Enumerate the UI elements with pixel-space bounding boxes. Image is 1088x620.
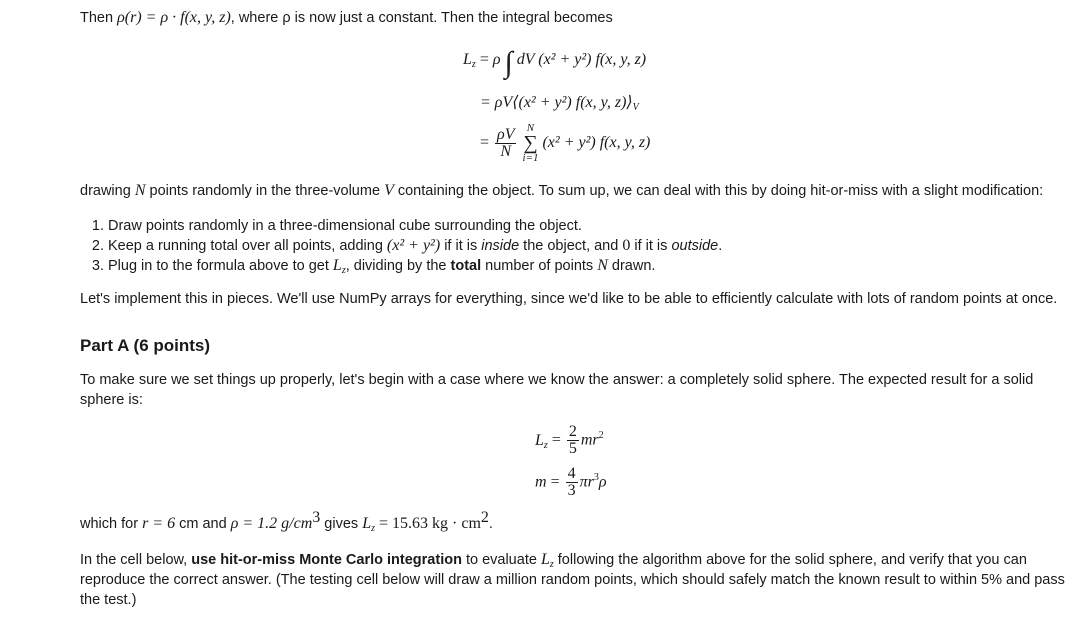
- intro-line: Then ρ(r) = ρ · f(x, y, z), where ρ is now just a constant. Then the integral becomes: [80, 9, 613, 26]
- list-item: 1. Draw points randomly in a three-dimensional cube surrounding the object.: [108, 216, 1068, 236]
- algorithm-steps: [80, 216, 1068, 276]
- rho-definition: ρ(r) = ρ · f(x, y, z): [117, 9, 231, 26]
- drawing-paragraph: drawing N points randomly in the three-volume V containing the object. To sum up, we can deal with this by doing hit-or-miss with a slight modification:: [80, 182, 1044, 199]
- equation-line-integral: $L_z = \rho$ ∫ dV (x² + y²) f(x, y, z): [463, 46, 647, 79]
- summation: N ∑ i=1: [522, 122, 539, 164]
- fraction-rhoV-over-N: $\frac{\rho V}{N}$: [497, 125, 515, 160]
- cell-instructions: In the cell below, use hit-or-miss Monte Carlo integration to evaluate $L_z$ following the algorithm above for the solid sphere, and verify that you can reproduce the correct answer. (The testing cell below will draw a million random points, which should safely match the known result to within 5% and pass the test.): [80, 551, 1065, 608]
- list-item: 3. Plug in to the formula above to get $L_z$, dividing by the total number of points N drawn.: [108, 256, 1068, 276]
- list-item: 2. Keep a running total over all points, adding (x² + y²) if it is inside the object, and 0 if it is outside.: [108, 236, 1068, 256]
- equation-lz-sphere: $L_z$ = $\frac{2}{5}$ $mr^2$: [535, 423, 604, 457]
- integral-sign: ∫: [504, 46, 513, 79]
- part-a-intro: To make sure we set things up properly, let's begin with a case where we know the answer: a completely solid sphere. The expected result for a solid sphere is:: [80, 372, 1034, 408]
- equation-line-sum: = $\frac{\rho V}{N}$ N ∑ i=1 (x² + y²) f(x, y, z): [480, 122, 651, 164]
- result-line: which for r = 6 cm and ρ = 1.2 $g/cm^3$ gives $L_z = 15.63$ kg · $cm^2$.: [80, 509, 493, 534]
- equation-mass-sphere: m = $\frac{4}{3}$ $\pi r^3\rho$: [535, 465, 607, 499]
- equation-line-average: = ρV⟨(x² + y²) f(x, y, $z)⟩_V$: [480, 94, 639, 113]
- implement-paragraph: Let's implement this in pieces. We'll use NumPy arrays for everything, since we'd like to be able to efficiently calculate with lots of random points at once.: [80, 291, 1058, 307]
- part-a-heading: Part A (6 points): [80, 336, 211, 355]
